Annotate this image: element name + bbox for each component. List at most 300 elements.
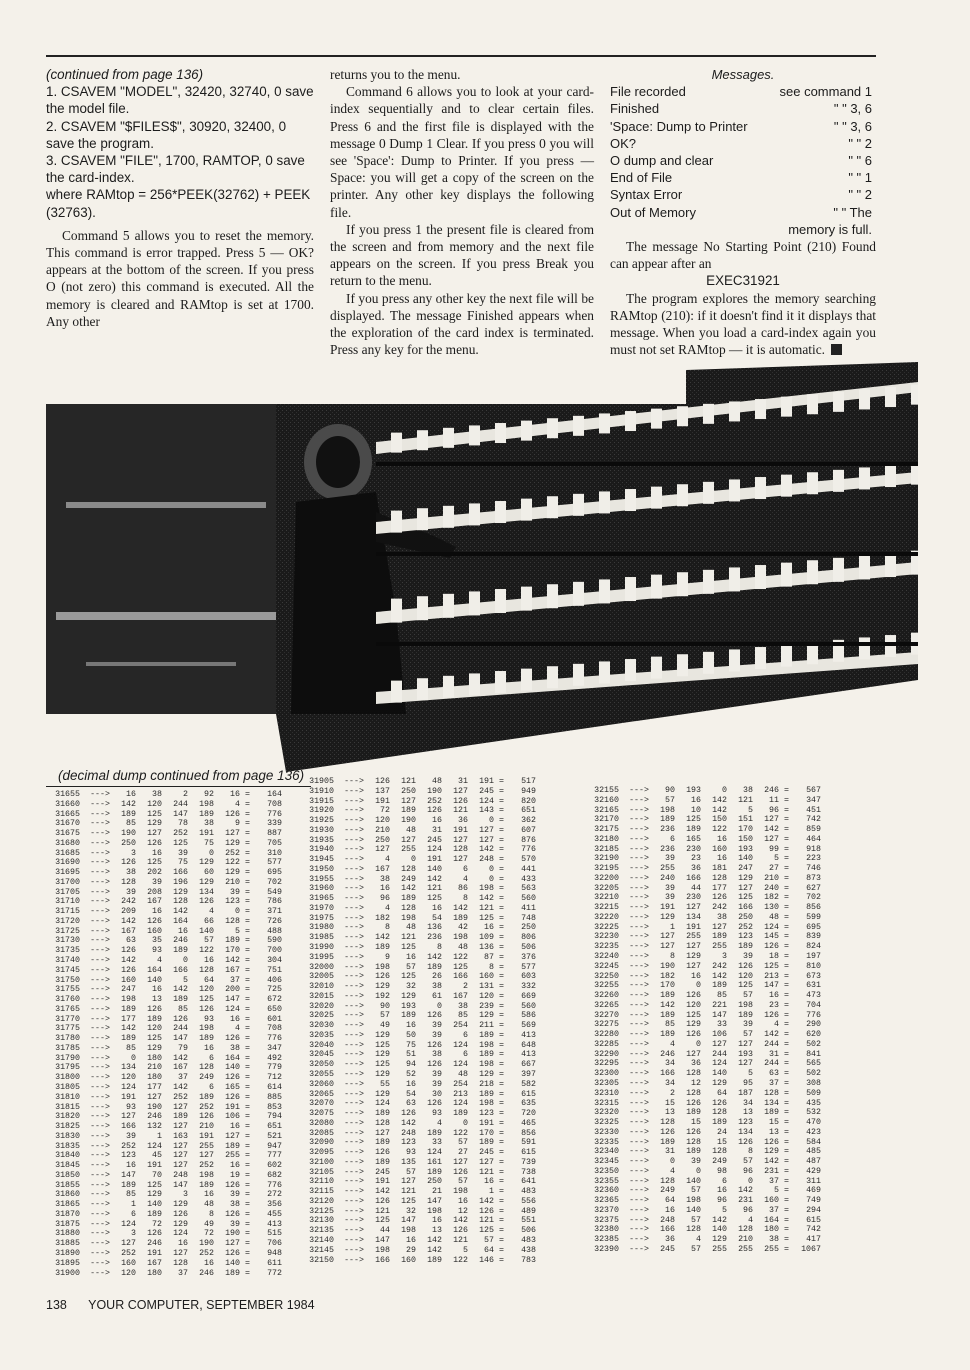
dump-address: 32210 [594, 893, 619, 903]
dump-arrow: ---> [90, 829, 110, 839]
dump-checksum: 839 [806, 932, 821, 942]
dump-byte: 189 [427, 962, 442, 972]
dump-byte: 34 [743, 1098, 753, 1108]
dump-byte: 146 [479, 1255, 494, 1265]
dump-byte: 126 [764, 942, 779, 952]
dump-address: 32045 [309, 1050, 334, 1060]
dump-address: 32075 [309, 1109, 334, 1119]
article-column-3 [610, 66, 876, 358]
dump-byte: 248 [401, 1128, 416, 1138]
dump-byte: 126 [147, 1004, 162, 1014]
card-divider [833, 392, 844, 412]
dump-row [585, 1128, 821, 1138]
dump-byte: 252 [427, 796, 442, 806]
dump-byte: 196 [173, 877, 188, 887]
dump-byte: 245 [427, 835, 442, 845]
dump-byte: 191 [199, 1131, 214, 1141]
dump-byte: 5 [774, 854, 779, 864]
dump-checksum: 483 [521, 1187, 536, 1197]
dump-byte: 0 [437, 1001, 442, 1011]
dump-row [585, 1020, 821, 1030]
dump-row [300, 1021, 536, 1031]
dump-equals: = [499, 982, 504, 992]
message-ref: " " 1 [848, 170, 872, 186]
dump-byte: 198 [375, 1245, 390, 1255]
dump-checksum: 455 [267, 1209, 282, 1219]
dump-arrow: ---> [344, 1099, 364, 1109]
dump-byte: 160 [121, 975, 136, 985]
dump-byte: 16 [126, 790, 136, 799]
dump-byte: 127 [173, 1102, 188, 1112]
dump-byte: 54 [432, 913, 442, 923]
dump-equals: = [499, 1030, 504, 1040]
dump-address: 31705 [55, 887, 80, 897]
dump-equals: = [499, 923, 504, 933]
dump-byte: 129 [199, 858, 214, 868]
dump-byte: 37 [178, 1268, 188, 1278]
card-divider [391, 511, 402, 533]
message-label: Syntax Error [610, 187, 683, 203]
dump-byte: 191 [147, 1161, 162, 1171]
dump-equals: = [245, 1102, 250, 1112]
dump-byte: 23 [691, 854, 701, 864]
dump-byte: 127 [479, 835, 494, 845]
dump-byte: 95 [743, 1078, 753, 1088]
dump-byte: 0 [748, 1176, 753, 1186]
dump-address: 31665 [55, 809, 80, 819]
dump-checksum: 582 [521, 1079, 536, 1089]
dump-checksum: 810 [806, 961, 821, 971]
dump-checksum: 700 [267, 946, 282, 956]
dump-arrow: ---> [90, 1248, 110, 1258]
dump-byte: 35 [152, 936, 162, 946]
dump-byte: 210 [764, 873, 779, 883]
dump-arrow: ---> [90, 1014, 110, 1024]
dump-byte: 231 [738, 1196, 753, 1206]
dump-address: 31710 [55, 897, 80, 907]
dump-byte: 164 [225, 1053, 240, 1063]
dump-byte: 191 [225, 1102, 240, 1112]
dump-arrow: ---> [629, 912, 649, 922]
dump-row [46, 1269, 282, 1279]
dump-arrow: ---> [90, 868, 110, 878]
dump-byte: 127 [453, 835, 468, 845]
dump-byte: 38 [717, 912, 727, 922]
dump-equals: = [499, 1060, 504, 1070]
dump-byte: 191 [375, 796, 390, 806]
dump-address: 31715 [55, 907, 80, 917]
card-divider [833, 470, 844, 492]
dump-arrow: ---> [90, 1063, 110, 1073]
dump-row [46, 1034, 282, 1044]
dump-address: 32245 [594, 961, 619, 971]
dump-byte: 126 [121, 858, 136, 868]
dump-address: 32255 [594, 981, 619, 991]
dump-arrow: ---> [90, 1161, 110, 1171]
dump-row [46, 1181, 282, 1191]
dump-arrow: ---> [90, 1131, 110, 1141]
dump-byte: 160 [147, 926, 162, 936]
dump-byte: 124 [453, 1040, 468, 1050]
dump-byte: 57 [691, 1244, 701, 1254]
dump-byte: 165 [686, 834, 701, 844]
dump-checksum: 223 [806, 854, 821, 864]
dump-address: 31670 [55, 819, 80, 829]
dump-byte: 191 [427, 855, 442, 865]
dump-byte: 15 [769, 1118, 779, 1128]
dump-equals: = [499, 855, 504, 865]
dump-address: 31660 [55, 799, 80, 809]
dump-checksum: 465 [521, 1118, 536, 1128]
dump-byte: 126 [225, 1209, 240, 1219]
dump-arrow: ---> [629, 1147, 649, 1157]
dump-byte: 6 [131, 1209, 136, 1219]
dump-row [46, 1259, 282, 1269]
dump-byte: 124 [173, 1229, 188, 1239]
dump-address: 32170 [594, 815, 619, 825]
dump-address: 31740 [55, 956, 80, 966]
dump-byte: 166 [173, 965, 188, 975]
dump-byte: 198 [401, 913, 416, 923]
dump-byte: 127 [660, 942, 675, 952]
dump-address: 32085 [309, 1128, 334, 1138]
dump-row [46, 897, 282, 907]
dump-row [46, 1171, 282, 1181]
dump-byte: 128 [686, 1137, 701, 1147]
article-column-2 [330, 66, 594, 358]
card-divider [495, 501, 506, 523]
dump-byte: 244 [173, 1024, 188, 1034]
dump-checksum: 577 [267, 858, 282, 868]
dump-checksum: 712 [267, 1073, 282, 1083]
dump-row [46, 956, 282, 966]
dump-checksum: 739 [521, 1157, 536, 1167]
dump-byte: 39 [230, 1190, 240, 1200]
dump-byte: 16 [230, 1014, 240, 1024]
dump-byte: 16 [717, 1186, 727, 1196]
dump-byte: 129 [147, 1190, 162, 1200]
dump-byte: 126 [173, 1209, 188, 1219]
dump-row [585, 1040, 821, 1050]
dump-equals: = [245, 809, 250, 819]
dump-equals: = [784, 961, 789, 971]
dump-byte: 129 [375, 982, 390, 992]
dump-row [585, 962, 821, 972]
dump-byte: 189 [738, 942, 753, 952]
dump-checksum: 532 [806, 1108, 821, 1118]
card-divider [625, 577, 636, 601]
dump-byte: 147 [173, 1180, 188, 1190]
dump-checksum: 708 [267, 1024, 282, 1034]
dump-byte: 127 [225, 1239, 240, 1249]
dump-byte: 125 [764, 961, 779, 971]
dump-equals: = [499, 1040, 504, 1050]
dump-address: 32040 [309, 1040, 334, 1050]
dump-byte: 13 [665, 1108, 675, 1118]
dump-byte: 142 [225, 956, 240, 966]
dump-arrow: ---> [629, 961, 649, 971]
dump-byte: 142 [427, 1245, 442, 1255]
dump-byte: 189 [712, 932, 727, 942]
dump-byte: 121 [453, 806, 468, 816]
dump-byte: 55 [380, 1079, 390, 1089]
dump-byte: 13 [152, 995, 162, 1005]
dump-byte: 57 [743, 991, 753, 1001]
dump-arrow: ---> [344, 1069, 364, 1079]
dump-byte: 252 [173, 1092, 188, 1102]
dump-checksum: 560 [521, 1001, 536, 1011]
dump-arrow: ---> [629, 883, 649, 893]
dump-byte: 93 [432, 1109, 442, 1119]
dump-byte: 198 [199, 1024, 214, 1034]
dump-address: 31750 [55, 975, 80, 985]
dump-address: 32230 [594, 932, 619, 942]
dump-row [46, 1210, 282, 1220]
dump-byte: 4 [437, 1118, 442, 1128]
dump-arrow: ---> [90, 907, 110, 917]
dump-checksum: 549 [267, 887, 282, 897]
dump-byte: 98 [717, 1166, 727, 1176]
dump-row [46, 858, 282, 868]
dump-row [585, 1001, 821, 1011]
dump-arrow: ---> [629, 893, 649, 903]
dump-byte: 39 [178, 848, 188, 858]
card-divider [521, 669, 532, 691]
dump-byte: 254 [453, 1079, 468, 1089]
dump-byte: 127 [173, 1161, 188, 1171]
dump-row [585, 1235, 821, 1245]
dump-byte: 189 [686, 1108, 701, 1118]
dump-byte: 129 [147, 819, 162, 829]
card-divider [443, 676, 454, 698]
dump-byte: 255 [199, 1141, 214, 1151]
dump-equals: = [784, 786, 789, 795]
col2-para-1: returns you to the menu. [330, 67, 461, 82]
dump-byte: 127 [147, 829, 162, 839]
dump-byte: 129 [712, 1235, 727, 1245]
dump-byte: 124 [764, 922, 779, 932]
dump-equals: = [245, 975, 250, 985]
dump-byte: 37 [769, 1176, 779, 1186]
dump-byte: 125 [401, 1196, 416, 1206]
dump-byte: 60 [204, 868, 214, 878]
dump-equals: = [499, 1226, 504, 1236]
card-divider [729, 479, 740, 501]
dump-checksum: 569 [521, 1021, 536, 1031]
dump-byte: 182 [764, 893, 779, 903]
dump-byte: 123 [225, 897, 240, 907]
dump-row [585, 923, 821, 933]
card-divider [651, 409, 662, 429]
card-divider [677, 484, 688, 506]
dump-byte: 140 [738, 854, 753, 864]
dump-byte: 125 [479, 1226, 494, 1236]
dump-equals: = [499, 1245, 504, 1255]
dump-checksum: 706 [267, 1239, 282, 1249]
dump-byte: 129 [686, 952, 701, 962]
card-divider [573, 582, 584, 606]
dump-arrow: ---> [90, 936, 110, 946]
dump-row [46, 829, 282, 839]
dump-byte: 189 [121, 1180, 136, 1190]
dump-checksum: 841 [806, 1049, 821, 1059]
dump-byte: 126 [479, 1206, 494, 1216]
card-divider [495, 671, 506, 693]
dump-equals: = [245, 790, 250, 799]
dump-row [300, 1226, 536, 1236]
dump-equals: = [499, 777, 504, 786]
dump-checksum: 786 [267, 897, 282, 907]
dump-checksum: 635 [521, 1099, 536, 1109]
dump-byte: 120 [147, 799, 162, 809]
dump-address: 31810 [55, 1092, 80, 1102]
dump-row [585, 1138, 821, 1148]
dump-byte: 177 [712, 883, 727, 893]
dump-address: 32095 [309, 1148, 334, 1158]
dump-equals: = [784, 1020, 789, 1030]
dump-address: 32145 [309, 1245, 334, 1255]
dump-byte: 0 [131, 1053, 136, 1063]
dump-arrow: ---> [629, 1049, 649, 1059]
dump-byte: 39 [665, 883, 675, 893]
card-divider [911, 385, 918, 405]
dump-byte: 126 [225, 809, 240, 819]
dump-byte: 66 [204, 916, 214, 926]
dump-byte: 142 [712, 805, 727, 815]
dump-row [585, 952, 821, 962]
card-divider [599, 491, 610, 513]
dump-byte: 39 [432, 1021, 442, 1031]
dump-arrow: ---> [344, 913, 364, 923]
dump-byte: 127 [738, 1039, 753, 1049]
dump-equals: = [245, 838, 250, 848]
dump-byte: 190 [147, 1102, 162, 1112]
dump-byte: 198 [453, 933, 468, 943]
dump-byte: 255 [401, 845, 416, 855]
dump-row [300, 923, 536, 933]
dump-byte: 126 [147, 838, 162, 848]
dump-arrow: ---> [629, 1215, 649, 1225]
dump-equals: = [499, 1255, 504, 1265]
dump-address: 32175 [594, 825, 619, 835]
dump-byte: 189 [427, 1255, 442, 1265]
dump-equals: = [499, 1128, 504, 1138]
dump-checksum: 197 [806, 952, 821, 962]
dump-byte: 16 [484, 923, 494, 933]
dump-equals: = [784, 1196, 789, 1206]
card-divider [599, 413, 610, 433]
dump-byte: 16 [380, 884, 390, 894]
dump-equals: = [245, 1141, 250, 1151]
dump-byte: 128 [453, 845, 468, 855]
dump-byte: 134 [738, 1127, 753, 1137]
messages-heading: Messages. [711, 67, 775, 82]
dump-arrow: ---> [344, 1050, 364, 1060]
dump-checksum: 603 [521, 972, 536, 982]
dump-checksum: 551 [521, 1216, 536, 1226]
dump-byte: 0 [670, 1157, 675, 1167]
dump-byte: 128 [225, 916, 240, 926]
dump-row [300, 787, 536, 797]
article-column-1 [46, 66, 314, 330]
dump-equals: = [245, 887, 250, 897]
dump-byte: 96 [743, 1205, 753, 1215]
dump-arrow: ---> [344, 855, 364, 865]
dump-equals: = [245, 1034, 250, 1044]
dump-byte: 189 [375, 1109, 390, 1119]
dump-checksum: 776 [267, 1180, 282, 1190]
dump-equals: = [784, 1127, 789, 1137]
dump-byte: 255 [712, 1244, 727, 1254]
dump-checksum: 577 [521, 962, 536, 972]
dump-byte: 124 [375, 1099, 390, 1109]
dump-byte: 8 [385, 923, 390, 933]
dump-byte: 38 [380, 874, 390, 884]
card-divider [495, 423, 506, 443]
dump-checksum: 667 [521, 1060, 536, 1070]
dump-byte: 147 [427, 1196, 442, 1206]
dump-row [300, 777, 536, 787]
dump-byte: 126 [375, 1196, 390, 1206]
dump-byte: 180 [147, 1268, 162, 1278]
dump-checksum: 641 [521, 1177, 536, 1187]
card-divider [703, 404, 714, 424]
dump-byte: 0 [209, 848, 214, 858]
dump-checksum: 614 [267, 1082, 282, 1092]
dump-byte: 126 [225, 1180, 240, 1190]
message-row [610, 186, 876, 203]
dump-address: 32135 [309, 1226, 334, 1236]
dump-address: 32320 [594, 1108, 619, 1118]
dump-arrow: ---> [629, 1137, 649, 1147]
dump-byte: 36 [458, 816, 468, 826]
dump-byte: 189 [427, 1128, 442, 1138]
dump-address: 32335 [594, 1137, 619, 1147]
dump-row [46, 819, 282, 829]
dump-arrow: ---> [629, 834, 649, 844]
dump-byte: 255 [660, 864, 675, 874]
dump-row [46, 917, 282, 927]
dump-byte: 246 [147, 1239, 162, 1249]
dump-byte: 93 [406, 1148, 416, 1158]
dump-byte: 246 [764, 786, 779, 795]
dump-checksum: 682 [267, 1170, 282, 1180]
dump-byte: 93 [152, 946, 162, 956]
dump-byte: 250 [427, 1177, 442, 1187]
dump-byte: 34 [665, 1078, 675, 1088]
dump-equals: = [784, 1176, 789, 1186]
dump-arrow: ---> [344, 816, 364, 826]
dump-byte: 180 [147, 1053, 162, 1063]
dump-row [46, 1054, 282, 1064]
dump-byte: 4 [748, 1215, 753, 1225]
dump-byte: 166 [686, 873, 701, 883]
dump-arrow: ---> [629, 1186, 649, 1196]
dump-byte: 198 [427, 1206, 442, 1216]
dump-byte: 191 [479, 777, 494, 786]
dump-byte: 12 [458, 1206, 468, 1216]
dump-address: 31815 [55, 1102, 80, 1112]
dump-byte: 166 [660, 1225, 675, 1235]
dump-byte: 126 [147, 916, 162, 926]
dump-equals: = [784, 805, 789, 815]
dump-equals: = [245, 1209, 250, 1219]
dump-row [300, 855, 536, 865]
dump-equals: = [784, 1000, 789, 1010]
dump-checksum: 164 [267, 790, 282, 799]
dump-byte: 134 [686, 912, 701, 922]
dump-byte: 121 [427, 884, 442, 894]
